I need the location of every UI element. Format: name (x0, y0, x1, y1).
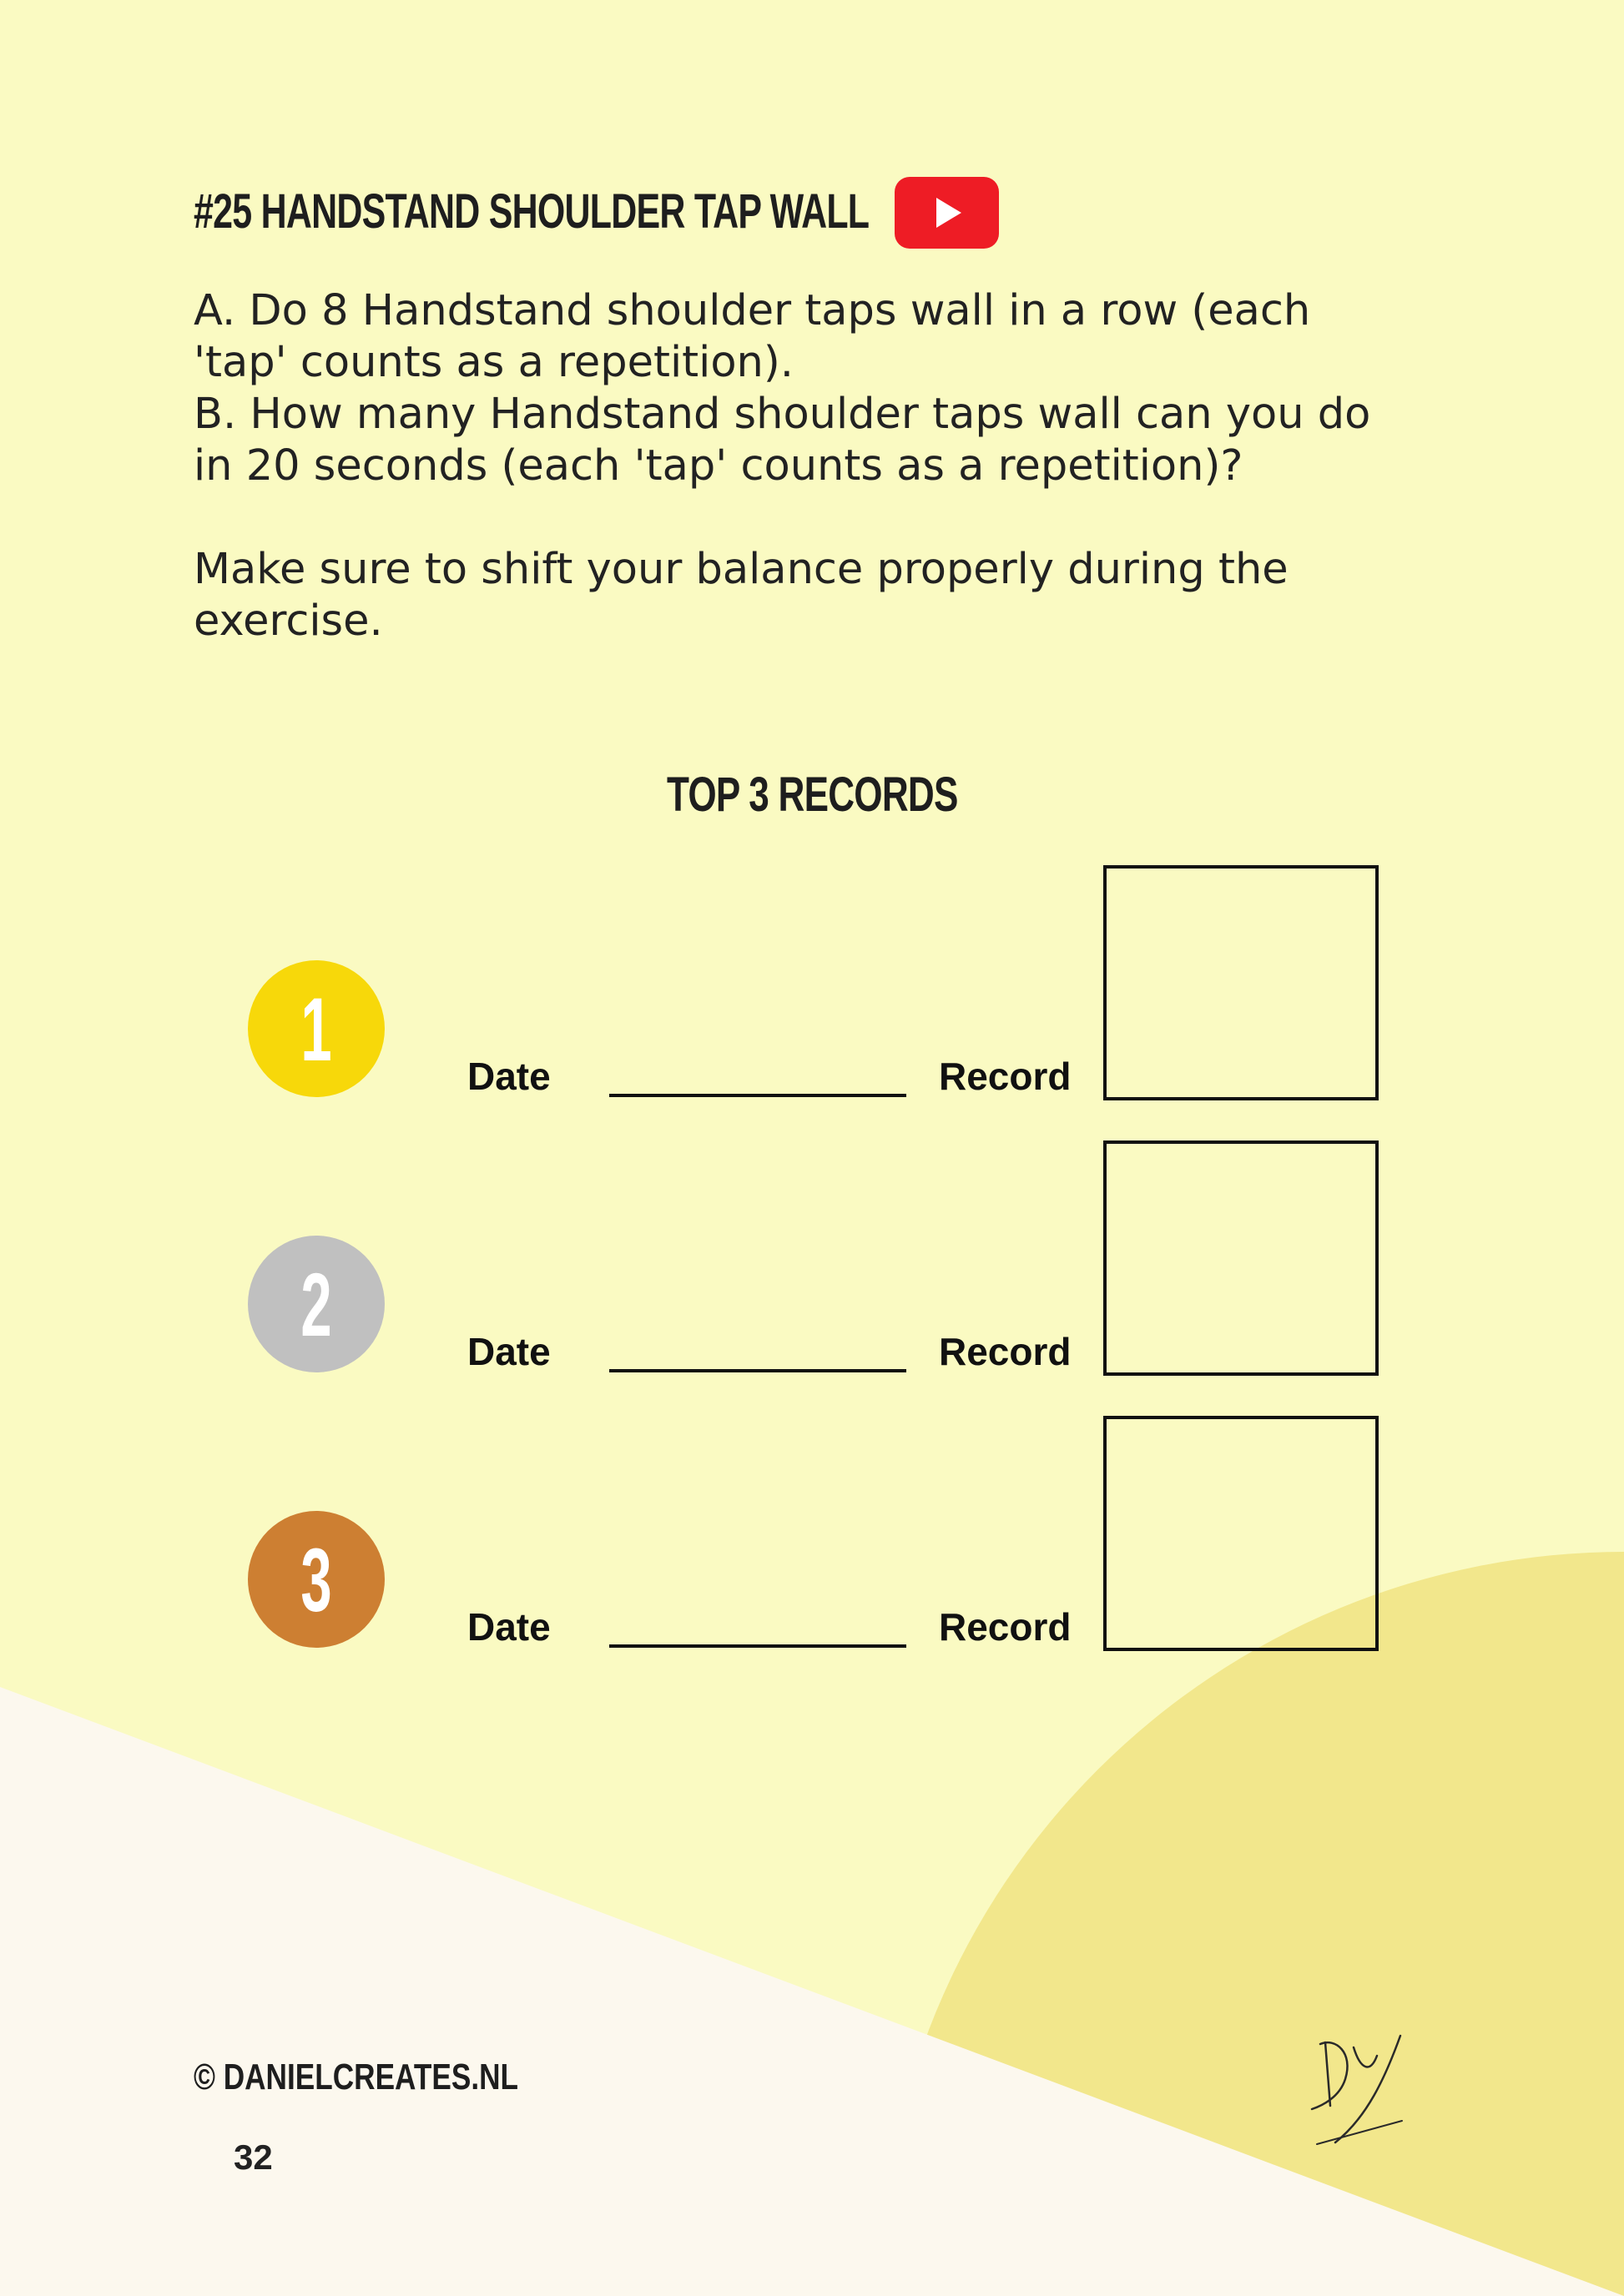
rank-1-number: 1 (300, 978, 332, 1080)
exercise-description (194, 285, 1412, 647)
date-label-3: Date (467, 1605, 551, 1649)
date-field-3[interactable] (609, 1644, 906, 1648)
instruction-b: B. How many Handstand shoulder taps wall can you do in 20 seconds (each 'tap' counts as a repetition)? (194, 390, 1371, 491)
instruction-note: Make sure to shift your balance properly during the exercise. (194, 545, 1289, 646)
rank-3-number: 3 (300, 1528, 332, 1630)
date-label-2: Date (467, 1330, 551, 1373)
instruction-a: A. Do 8 Handstand shoulder taps wall in a row (each 'tap' counts as a repetition). (194, 286, 1311, 387)
record-box-2[interactable] (1103, 1140, 1379, 1376)
copyright-notice: © DANIELCREATES.NL (194, 2057, 519, 2097)
youtube-play-icon[interactable] (895, 177, 999, 249)
date-field-2[interactable] (609, 1369, 906, 1372)
date-field-1[interactable] (609, 1094, 906, 1097)
record-label-2: Record (939, 1330, 1072, 1373)
rank-1-medal (248, 960, 385, 1097)
rank-2-number: 2 (300, 1253, 332, 1355)
exercise-title: #25 HANDSTAND SHOULDER TAP WALL (194, 184, 870, 239)
date-label-1: Date (467, 1055, 551, 1098)
records-heading (0, 766, 1624, 824)
record-label-3: Record (939, 1605, 1072, 1649)
signature-icon (1302, 2019, 1427, 2152)
record-box-1[interactable] (1103, 865, 1379, 1100)
records-heading-text: TOP 3 RECORDS (666, 768, 958, 822)
rank-2-medal (248, 1236, 385, 1372)
rank-3-medal (248, 1511, 385, 1648)
record-label-1: Record (939, 1055, 1072, 1098)
record-box-3[interactable] (1103, 1416, 1379, 1651)
page-number: 32 (234, 2137, 273, 2177)
